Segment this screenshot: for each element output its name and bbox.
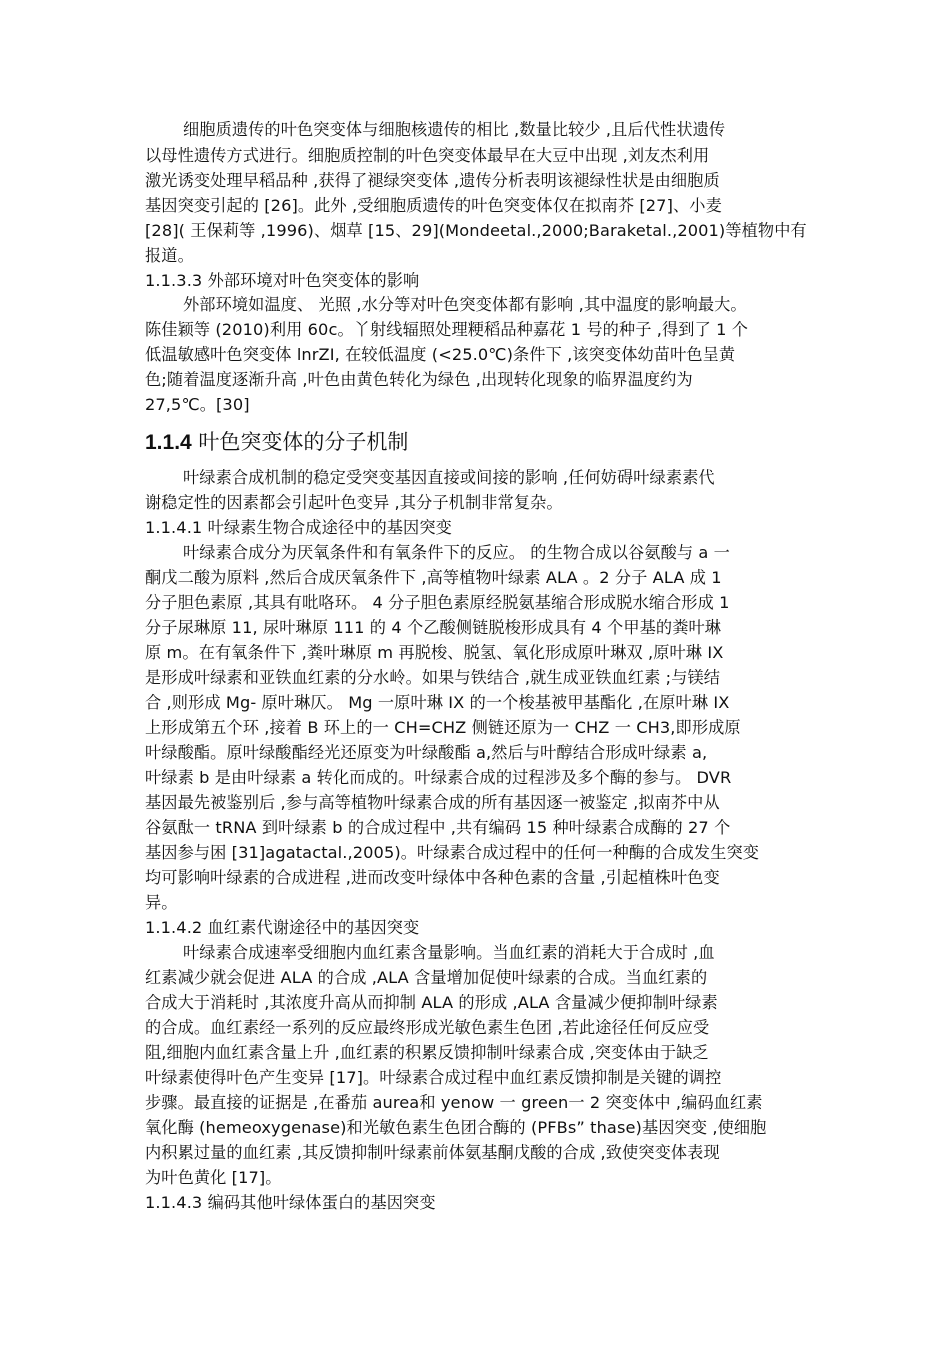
- paragraph-line: 分子尿琳原 11, 尿叶琳原 111 的 4 个乙酸侧链脱梭形成具有 4 个甲基的粪叶琳: [145, 618, 722, 637]
- paragraph-line: 低温敏感叶色突变体 lnrZI, 在较低温度 (<25.0℃)条件下 ,该突变体幼苗叶色呈黄: [145, 345, 736, 364]
- section-number: 1.1.4: [145, 431, 192, 454]
- paragraph-line: 以母性遗传方式进行。细胞质控制的叶色突变体最早在大豆中出现 ,刘友杰利用: [145, 146, 710, 165]
- paragraph-line: [28]( 王保莉等 ,1996)、烟草 [15、29](Mondeetal.,2000;Baraketal.,2001)等植物中有: [145, 221, 807, 240]
- paragraph-line: 异。: [145, 893, 178, 912]
- paragraph-line: 是形成叶绿素和亚铁血红素的分水岭。如果与铁结合 ,就生成亚铁血红素 ;与镁结: [145, 668, 721, 687]
- paragraph-line: 酮戊二酸为原料 ,然后合成厌氧条件下 ,高等植物叶绿素 ALA 。2 分子 ALA 成 1: [145, 568, 722, 587]
- paragraph-line: 氧化酶 (hemeoxygenase)和光敏色素生色团合酶的 (PFBs” thase)基因突变 ,使细胞: [145, 1118, 767, 1137]
- paragraph-line: 步骤。最直接的证据是 ,在番茄 aurea和 yenow 一 green一 2 突变体中 ,编码血红素: [145, 1093, 763, 1112]
- paragraph-line: 谷氨酞一 tRNA 到叶绿素 b 的合成过程中 ,共有编码 15 种叶绿素合成酶的 27 个: [145, 818, 731, 837]
- paragraph-line: 均可影响叶绿素的合成进程 ,进而改变叶绿体中各种色素的含量 ,引起植株叶色变: [145, 868, 720, 887]
- paragraph-line: 叶绿素合成机制的稳定受突变基因直接或间接的影响 ,任何妨碍叶绿素素代: [183, 468, 715, 487]
- paragraph-line: 27,5℃。[30]: [145, 395, 250, 414]
- paragraph-line: 叶绿素 b 是由叶绿素 a 转化而成的。叶绿素合成的过程涉及多个酶的参与。 DVR: [145, 768, 732, 787]
- section-heading-1-1-4: [145, 428, 408, 457]
- section-heading-1-1-4-2: 1.1.4.2 血红素代谢途径中的基因突变: [145, 918, 420, 937]
- section-heading-1-1-4-3: 1.1.4.3 编码其他叶绿体蛋白的基因突变: [145, 1193, 436, 1212]
- paragraph-line: 的合成。血红素经一系列的反应最终形成光敏色素生色团 ,若此途径任何反应受: [145, 1018, 710, 1037]
- paragraph-line: 基因突变引起的 [26]。此外 ,受细胞质遗传的叶色突变体仅在拟南芥 [27]、小麦: [145, 196, 722, 215]
- paragraph-line: 叶绿酸酯。原叶绿酸酯经光还原变为叶绿酸酯 a,然后与叶醇结合形成叶绿素 a,: [145, 743, 708, 762]
- paragraph-line: 谢稳定性的因素都会引起叶色变异 ,其分子机制非常复杂。: [145, 493, 563, 512]
- paragraph-line: 陈佳颖等 (2010)利用 60c。丫射线辐照处理粳稻品种嘉花 1 号的种子 ,得到了 1 个: [145, 320, 749, 339]
- paragraph-line: 为叶色黄化 [17]。: [145, 1168, 282, 1187]
- paragraph-line: 上形成第五个环 ,接着 B 环上的一 CH=CHZ 侧链还原为一 CHZ 一 CH3,即形成原: [145, 718, 741, 737]
- paragraph-line: 基因最先被鉴别后 ,参与高等植物叶绿素合成的所有基因逐一被鉴定 ,拟南芥中从: [145, 793, 720, 812]
- paragraph-line: 色;随着温度逐渐升高 ,叶色由黄色转化为绿色 ,出现转化现象的临界温度约为: [145, 370, 693, 389]
- section-title: 叶色突变体的分子机制: [198, 430, 409, 454]
- paragraph-line: 阻,细胞内血红素含量上升 ,血红素的积累反馈抑制叶绿素合成 ,突变体由于缺乏: [145, 1043, 709, 1062]
- paragraph-line: 原 m。在有氧条件下 ,粪叶琳原 m 再脱梭、脱氢、氧化形成原叶琳双 ,原叶琳 IX: [145, 643, 724, 662]
- paragraph-line: 激光诱变处理早稻品种 ,获得了褪绿突变体 ,遗传分析表明该褪绿性状是由细胞质: [145, 171, 720, 190]
- paragraph-line: 细胞质遗传的叶色突变体与细胞核遗传的相比 ,数量比较少 ,且后代性状遗传: [183, 120, 726, 139]
- section-heading-1-1-3-3: 1.1.3.3 外部环境对叶色突变体的影响: [145, 271, 420, 290]
- paragraph-line: 外部环境如温度、 光照 ,水分等对叶色突变体都有影响 ,其中温度的影响最大。: [183, 295, 747, 314]
- paragraph-line: 分子胆色素原 ,其具有吡咯环。 4 分子胆色素原经脱氨基缩合形成脱水缩合形成 1: [145, 593, 730, 612]
- paragraph-line: 内积累过量的血红素 ,其反馈抑制叶绿素前体氨基酮戊酸的合成 ,致使突变体表现: [145, 1143, 720, 1162]
- section-heading-1-1-4-1: 1.1.4.1 叶绿素生物合成途径中的基因突变: [145, 518, 452, 537]
- paragraph-line: 叶绿素使得叶色产生变异 [17]。叶绿素合成过程中血红素反馈抑制是关键的调控: [145, 1068, 722, 1087]
- paragraph-line: 红素减少就会促进 ALA 的合成 ,ALA 含量增加促使叶绿素的合成。当血红素的: [145, 968, 708, 987]
- paragraph-line: 合成大于消耗时 ,其浓度升高从而抑制 ALA 的形成 ,ALA 含量减少便抑制叶绿素: [145, 993, 718, 1012]
- paragraph-line: 叶绿素合成速率受细胞内血红素含量影响。当血红素的消耗大于合成时 ,血: [183, 943, 715, 962]
- paragraph-line: 基因参与困 [31]agatactal.,2005)。叶绿素合成过程中的任何一种酶的合成发生突变: [145, 843, 760, 862]
- paragraph-line: 合 ,则形成 Mg- 原叶琳仄。 Mg 一原叶琳 IX 的一个梭基被甲基酯化 ,在原叶琳 IX: [145, 693, 730, 712]
- paragraph-line: 报道。: [145, 246, 194, 265]
- paragraph-line: 叶绿素合成分为厌氧条件和有氧条件下的反应。 的生物合成以谷氨酸与 a 一: [183, 543, 730, 562]
